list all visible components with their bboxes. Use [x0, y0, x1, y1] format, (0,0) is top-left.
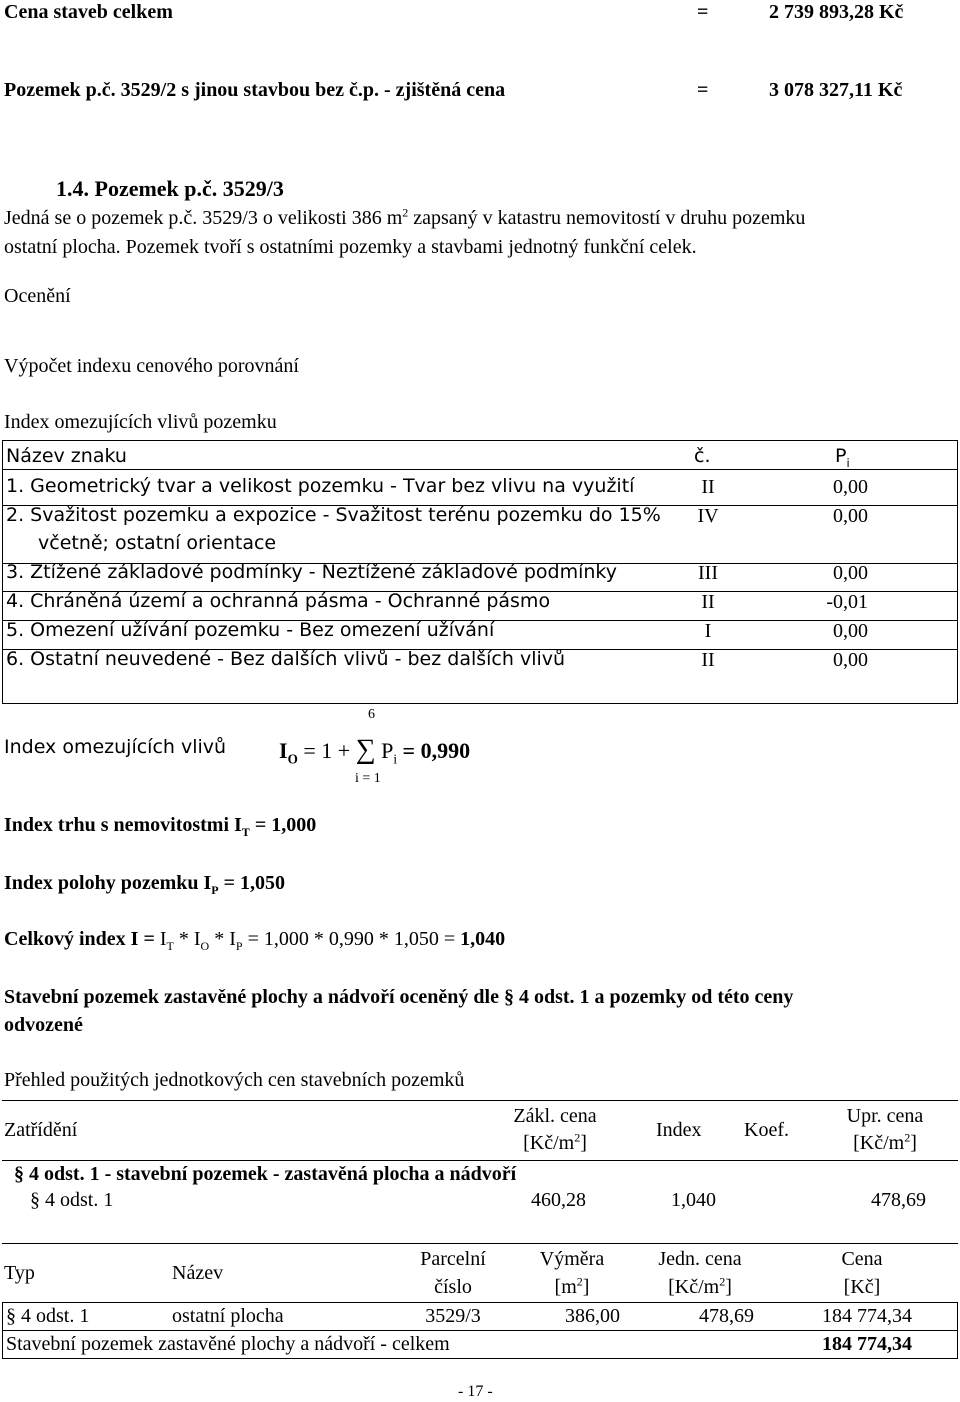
formula-upper-limit: 6 — [368, 707, 375, 722]
final-header-vymera-unit: $[m^2]$ — [554, 1274, 590, 1298]
stavebni-line1: Stavební pozemek zastavěné plochy a nádvoří oceněný dle § 4 odst. 1 a pozemky od této ceny — [4, 986, 794, 1008]
final-table-bottom-border — [2, 1358, 958, 1359]
celkovy-index: Celkový index $I = I_T * I_O * I_P = 1,000 * 0,990 * 1,050 = 1,040$ — [4, 928, 506, 953]
final-header-parcelni: Parcelní — [420, 1248, 486, 1270]
cena-staveb-label: Cena staveb celkem — [4, 1, 173, 23]
ceny-table-top-border — [2, 1100, 958, 1101]
final-table-row-border — [2, 1330, 958, 1331]
vlivy-row-label: 4. Chráněná území a ochranná pásma - Ochranné pásmo — [6, 590, 551, 612]
ceny-row-index: 1,040 — [671, 1189, 716, 1211]
cena-staveb-eq: = — [697, 1, 709, 23]
vlivy-row-c: II — [701, 591, 715, 613]
oceneni-heading: Ocenění — [4, 285, 71, 307]
final-row-nazev: ostatní plocha — [172, 1305, 284, 1327]
vlivy-row-label-continued: včetně; ostatní orientace — [38, 532, 277, 554]
vlivy-row-pi: 0,00 — [833, 562, 868, 584]
stavebni-line2: odvozené — [4, 1014, 83, 1036]
section-heading: 1.4. Pozemek p.č. 3529/3 — [56, 176, 284, 201]
formula-label: Index omezujících vlivů — [4, 736, 227, 758]
vlivy-row-pi: -0,01 — [826, 591, 868, 613]
vlivy-table-bottom-border — [2, 703, 958, 704]
final-header-vymera: Výměra — [539, 1248, 605, 1270]
vlivy-header-nazev: Název znaku — [6, 445, 127, 467]
page-number: - 17 - — [458, 1383, 493, 1400]
vlivy-row-label: 1. Geometrický tvar a velikost pozemku - Tvar bez vlivu na využití — [6, 475, 635, 497]
vlivy-row-label: 5. Omezení užívání pozemku - Bez omezení užívání — [6, 619, 495, 641]
final-table-right-border — [957, 1302, 958, 1359]
cena-staveb-value: 2 739 893,28 Kč — [769, 1, 904, 23]
final-header-nazev: Název — [172, 1262, 224, 1284]
prehled-heading: Přehled použitých jednotkových cen stavebních pozemků — [4, 1069, 465, 1091]
vlivy-table-header-border — [2, 469, 958, 470]
vypocet-heading: Výpočet indexu cenového porovnání — [4, 355, 299, 377]
final-table-left-border — [2, 1302, 3, 1359]
final-total-value: 184 774,34 — [822, 1333, 912, 1355]
vlivy-row-pi: 0,00 — [833, 649, 868, 671]
intro-paragraph-line2: ostatní plocha. Pozemek tvoří s ostatními pozemky a stavbami jednotný funkční celek. — [4, 236, 697, 258]
final-header-cislo: číslo — [434, 1276, 472, 1298]
final-row-vymera: 386,00 — [565, 1305, 620, 1327]
index-polohy: Index polohy pozemku $I_P = 1,050$ — [4, 872, 286, 897]
vlivy-table-top-border — [2, 440, 958, 441]
final-header-typ: Typ — [4, 1262, 35, 1284]
vlivy-table-left-border — [2, 440, 3, 704]
vlivy-row-c: II — [701, 649, 715, 671]
final-table-header-border — [2, 1302, 958, 1303]
formula-expression: $I_O = 1$ + ∑ $P_i = 0,990$ — [279, 734, 471, 767]
final-header-cena-unit: [Kč] — [843, 1276, 881, 1298]
ceny-header-zakl-2: $[Kč/m^2]$ — [523, 1130, 587, 1154]
ceny-row-upr: 478,69 — [871, 1189, 926, 1211]
ceny-header-index: Index — [656, 1119, 702, 1141]
ceny-header-zakl-1: Zákl. cena — [513, 1105, 597, 1127]
ceny-group-label: § 4 odst. 1 - stavební pozemek - zastavěná plocha a nádvoří — [14, 1163, 517, 1185]
index-title: Index omezujících vlivů pozemku — [4, 411, 277, 433]
final-header-jedn: Jedn. cena — [658, 1248, 742, 1270]
ceny-header-koef: Koef. — [744, 1119, 789, 1141]
final-header-cena: Cena — [841, 1248, 883, 1270]
intro-paragraph-line1: Jedná se o pozemek p.č. 3529/3 o velikosti 386 $m^2$ zapsaný v katastru nemovitostí v druhu pozemku — [4, 205, 806, 229]
vlivy-row-pi: 0,00 — [833, 620, 868, 642]
final-row-cena: 184 774,34 — [822, 1305, 912, 1327]
vlivy-row-label: 6. Ostatní neuvedené - Bez dalších vlivů - bez dalších vlivů — [6, 648, 566, 670]
vlivy-row-label: 2. Svažitost pozemku a expozice - Svažitost terénu pozemku do 15% — [6, 504, 661, 526]
sigma-icon: ∑ — [355, 734, 376, 765]
formula-lower-limit: i = 1 — [355, 771, 381, 786]
ceny-row-zakl: 460,28 — [531, 1189, 586, 1211]
final-row-typ: § 4 odst. 1 — [6, 1305, 90, 1327]
final-header-jedn-unit: $[Kč/m^2]$ — [668, 1274, 732, 1298]
final-row-jedn: 478,69 — [699, 1305, 754, 1327]
vlivy-row-c: III — [698, 562, 718, 584]
ceny-header-upr-1: Upr. cena — [846, 1105, 924, 1127]
pozemek-eq: = — [697, 79, 709, 101]
ceny-header-upr-2: $[Kč/m^2]$ — [853, 1130, 917, 1154]
ceny-header-zatrideni: Zatřídění — [4, 1119, 78, 1141]
ceny-table-header-border — [2, 1160, 958, 1161]
final-row-parcelni: 3529/3 — [425, 1305, 481, 1327]
pozemek-label: Pozemek p.č. 3529/2 s jinou stavbou bez č.p. - zjištěná cena — [4, 79, 506, 101]
vlivy-row-pi: 0,00 — [833, 505, 868, 527]
vlivy-table-right-border — [957, 440, 958, 704]
pozemek-value: 3 078 327,11 Kč — [769, 79, 903, 101]
ceny-row-zatrideni: § 4 odst. 1 — [30, 1189, 114, 1211]
vlivy-row-pi: 0,00 — [833, 476, 868, 498]
vlivy-row-c: I — [704, 620, 712, 642]
final-table-top-border — [2, 1243, 958, 1244]
vlivy-row-label: 3. Ztížené základové podmínky - Neztížené základové podmínky — [6, 561, 618, 583]
final-total-label: Stavební pozemek zastavěné plochy a nádvoří - celkem — [6, 1333, 450, 1355]
vlivy-header-c: č. — [694, 445, 711, 467]
index-trhu: Index trhu s nemovitostmi $I_T = 1,000$ — [4, 814, 317, 839]
vlivy-header-pi: $P_i$ — [835, 445, 850, 470]
vlivy-row-c: II — [701, 476, 715, 498]
vlivy-row-c: IV — [697, 505, 719, 527]
